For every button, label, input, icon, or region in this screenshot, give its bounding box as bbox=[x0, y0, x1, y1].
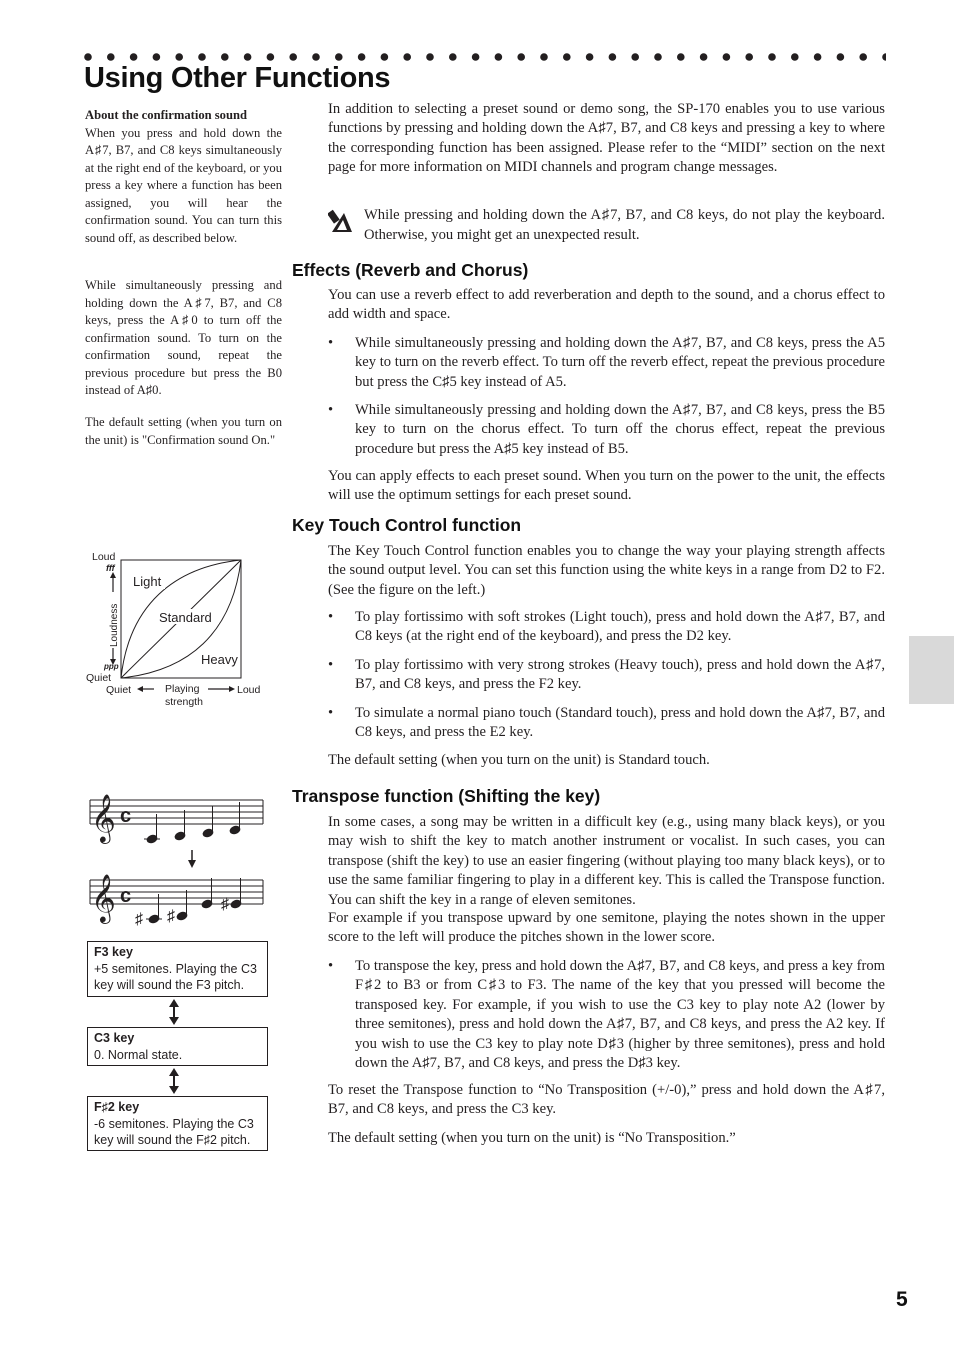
effects-bullet-chorus-text: While simultaneously pressing and holding down the A♯7, B7, and C8 keys, press the B5 key to turn on the chorus effect. To turn off the chorus effect, repeat the previous procedure but press the A♯5 key instead of B5. bbox=[355, 402, 885, 457]
rule-dot bbox=[791, 53, 799, 61]
label-fff: fff bbox=[106, 563, 115, 573]
rule-dot bbox=[153, 53, 161, 61]
rule-dot bbox=[745, 53, 753, 61]
box-c3-title: C3 key bbox=[94, 1031, 135, 1045]
label-standard: Standard bbox=[159, 610, 212, 625]
transpose-score-figure bbox=[88, 788, 268, 933]
label-quiet-x: Quiet bbox=[106, 684, 132, 696]
common-time-lower-icon: c bbox=[120, 885, 132, 907]
transpose-reset: To reset the Transpose function to “No Transposition (+/-0),” press and hold down the A♯7, B7, and C8 keys, and press the C3 key. bbox=[328, 1082, 885, 1118]
box-c3-key bbox=[87, 1027, 268, 1066]
rule-dot bbox=[175, 53, 183, 61]
rule-dot bbox=[723, 53, 731, 61]
transpose-heading: Transpose function (Shifting the key) bbox=[292, 786, 601, 806]
box-f3-key bbox=[87, 941, 268, 997]
confirm-paragraph-2: While simultaneously pressing and holding down the A♯7, B7, and C8 keys, press the A♯0 to turn off the confirmation sound. To turn on the confirmation sound, repeat the previous procedure but press the B0 instead of A♯0. bbox=[85, 278, 282, 397]
warning-icon bbox=[328, 208, 354, 234]
rule-dot bbox=[289, 53, 297, 61]
label-quiet-y: Quiet bbox=[86, 672, 112, 684]
rule-dot bbox=[449, 53, 457, 61]
double-arrow-icon bbox=[167, 1068, 181, 1094]
rule-dot bbox=[381, 53, 389, 61]
rule-dot bbox=[540, 53, 548, 61]
keytouch-intro: The Key Touch Control function enables you to change the way your playing strength affects the sound output level. You can set this function using the white keys in a range from D2 to F2. (See the figure on the left.) bbox=[328, 543, 885, 598]
label-strength: strength bbox=[165, 696, 203, 708]
keytouch-bullet-standard-text: To simulate a normal piano touch (Standard touch), press and hold down the A♯7, B7, and C8 keys, and press the E2 key. bbox=[355, 705, 885, 741]
transpose-bullet: • To transpose the key, press and hold down the A♯7, B7, and C8 keys, and press a key from F♯2 to B3 or from C♯3 to F3. The name of the key that you pressed will become the transposed key. For example, if you wish to use the C3 key to play note A2 (lower by three semitones), press and hold down the A♯7, B7, and C8 keys, and press the A2 key. If you wish to use the C3 key to play note D♯3 (higher by three semitones), press and hold down the A♯7, B7, and C8 keys, and press the D♯3 key. bbox=[328, 957, 885, 1073]
down-arrow-head bbox=[188, 860, 196, 868]
rule-dot bbox=[198, 53, 206, 61]
rule-dot bbox=[700, 53, 708, 61]
warning-text: While pressing and holding down the A♯7, B7, and C8 keys, do not play the keyboard. Otherwise, you might get an unexpected result. bbox=[364, 207, 885, 243]
box-fs2-key bbox=[87, 1096, 268, 1151]
rule-dot bbox=[403, 53, 411, 61]
touch-curve-figure bbox=[84, 545, 274, 715]
rule-dot bbox=[677, 53, 685, 61]
keytouch-bullet-standard: • To simulate a normal piano touch (Standard touch), press and hold down the A♯7, B7, and C8 keys, and press the E2 key. bbox=[328, 704, 885, 743]
rule-dot bbox=[426, 53, 434, 61]
page-number: 5 bbox=[896, 1288, 908, 1311]
label-loud-y: Loud bbox=[92, 551, 116, 563]
transpose-default: The default setting (when you turn on the unit) is “No Transposition.” bbox=[328, 1130, 736, 1146]
transpose-intro: In some cases, a song may be written in a difficult key (e.g., using many black keys), or you may wish to shift the key to match another instrument or vocalist. In such cases, you can transpose (shift the key) to use an easier fingering (without playing too many black keys), or to use the same familiar fingering to play in a different key. This is called the Transpose function. You can shift the key in a range of eleven semitones. bbox=[328, 814, 885, 908]
svg-text:♯: ♯ bbox=[135, 911, 143, 928]
rule-dot bbox=[517, 53, 525, 61]
double-arrow-icon bbox=[167, 999, 181, 1025]
keytouch-bullet-light: • To play fortissimo with soft strokes (Light touch), press and hold down the A♯7, B7, and C8 keys (at the right end of the keyboard), and press the D2 key. bbox=[328, 608, 885, 647]
rule-dot bbox=[814, 53, 822, 61]
transpose-bullet-text: To transpose the key, press and hold down the A♯7, B7, and C8 keys, and press a key from F♯2 to B3 or from C♯3 to F3. The name of the key that you pressed will become the transposed key. For example, if you wish to use the C3 key to play note A2 (lower by three semitones), press and hold down the A♯7, B7, and C8 keys, and press the A2 key. If you wish to use the C3 key to play note D♯3 (higher by three semitones), press and hold down the A♯7, B7, and C8 keys, and press the D♯3 key. bbox=[355, 958, 885, 1072]
x-arrow-left-head bbox=[137, 686, 143, 692]
rule-dot bbox=[495, 53, 503, 61]
rule-dot bbox=[654, 53, 662, 61]
confirm-heading: About the confirmation sound bbox=[85, 108, 247, 122]
rule-dot bbox=[609, 53, 617, 61]
rule-dot bbox=[267, 53, 275, 61]
confirm-sidebar bbox=[85, 107, 282, 247]
rule-dot bbox=[882, 53, 886, 61]
label-loudness: Loudness bbox=[109, 603, 120, 647]
rule-dot bbox=[221, 53, 229, 61]
keytouch-heading: Key Touch Control function bbox=[292, 515, 522, 535]
page-title: Using Other Functions bbox=[84, 62, 391, 94]
transpose-example: For example if you transpose upward by one semitone, playing the notes shown in the upper score to the left will produce the pitches shown in the lower score. bbox=[328, 910, 885, 946]
keytouch-bullet-light-text: To play fortissimo with soft strokes (Light touch), press and hold down the A♯7, B7, and C8 keys (at the right end of the keyboard), and press the D2 key. bbox=[355, 609, 885, 645]
upper-staff bbox=[90, 800, 263, 824]
common-time-upper-icon: c bbox=[120, 805, 132, 827]
effects-note: You can apply effects to each preset sound. When you turn on the power to the unit, the effects will use the optimum settings for each preset sound. bbox=[328, 468, 885, 504]
effects-bullet-chorus: • While simultaneously pressing and holding down the A♯7, B7, and C8 keys, press the B5 key to turn on the chorus effect. To turn off the chorus effect, repeat the previous procedure but press the A♯5 key instead of B5. bbox=[328, 401, 885, 459]
rule-dot bbox=[335, 53, 343, 61]
confirm-paragraph-1: When you press and hold down the A♯7, B7, and C8 keys simultaneously at the right end of the keyboard, or you press a key where a function has been assigned, you will hear the confirmation sound. You can turn this sound off, as described below. bbox=[85, 125, 282, 245]
rule-dot bbox=[244, 53, 252, 61]
label-heavy: Heavy bbox=[201, 652, 238, 667]
label-playing: Playing bbox=[165, 683, 200, 695]
box-fs2-text: -6 semitones. Playing the C3 key will sound the F♯2 pitch. bbox=[94, 1116, 254, 1147]
rule-dot bbox=[130, 53, 138, 61]
rule-dot bbox=[768, 53, 776, 61]
chapter-tab bbox=[909, 636, 954, 704]
dotted-rule bbox=[84, 52, 886, 62]
keytouch-default: The default setting (when you turn on the unit) is Standard touch. bbox=[328, 752, 710, 768]
intro-paragraph: In addition to selecting a preset sound or demo song, the SP-170 enables you to use various functions by pressing and holding down the A♯7, B7, and C8 keys and pressing a key to where the corresponding function has been assigned. Please refer to the “MIDI” section on the next page for more information on MIDI channels and program change messages. bbox=[328, 101, 885, 176]
rule-dot bbox=[312, 53, 320, 61]
rule-dot bbox=[586, 53, 594, 61]
effects-intro: You can use a reverb effect to add reverberation and depth to the sound, and a chorus effect to add width and space. bbox=[328, 287, 885, 323]
treble-clef-lower-icon: 𝄞 bbox=[91, 874, 116, 921]
label-light: Light bbox=[133, 574, 162, 589]
upper-notes bbox=[144, 802, 241, 844]
box-f3-title: F3 key bbox=[94, 945, 133, 959]
label-ppp: ppp bbox=[104, 662, 119, 671]
effects-bullet-reverb-text: While simultaneously pressing and holding down the A♯7, B7, and C8 keys, press the A5 key to turn on the reverb effect. To turn off the reverb effect, repeat the previous procedure but press the C♯5 key instead of A5. bbox=[355, 335, 885, 390]
keytouch-bullet-heavy: • To play fortissimo with very strong strokes (Heavy touch), press and hold down the A♯7, B7, and C8 keys, and press the F2 key. bbox=[328, 656, 885, 695]
effects-heading: Effects (Reverb and Chorus) bbox=[292, 260, 529, 280]
confirm-paragraph-3: The default setting (when you turn on the unit) is "Confirmation sound On." bbox=[85, 415, 282, 447]
box-f3-text: +5 semitones. Playing the C3 key will sound the F3 pitch. bbox=[94, 961, 257, 992]
rule-dot bbox=[631, 53, 639, 61]
treble-clef-upper-icon: 𝄞 bbox=[91, 794, 116, 841]
rule-dot bbox=[837, 53, 845, 61]
svg-text:♯: ♯ bbox=[221, 896, 229, 913]
x-arrow-right-head bbox=[229, 686, 235, 692]
keytouch-bullet-heavy-text: To play fortissimo with very strong strokes (Heavy touch), press and hold down the A♯7, B7, and C8 keys, and press the F2 key. bbox=[355, 657, 885, 693]
rule-dot bbox=[859, 53, 867, 61]
rule-dot bbox=[358, 53, 366, 61]
rule-dot bbox=[472, 53, 480, 61]
rule-dot bbox=[107, 53, 115, 61]
effects-bullet-reverb: • While simultaneously pressing and holding down the A♯7, B7, and C8 keys, press the A5 key to turn on the reverb effect. To turn off the reverb effect, repeat the previous procedure but press the C♯5 key instead of A5. bbox=[328, 334, 885, 392]
box-c3-text: 0. Normal state. bbox=[94, 1047, 183, 1062]
box-fs2-title: F♯2 key bbox=[94, 1100, 140, 1114]
rule-dot bbox=[84, 53, 92, 61]
rule-dot bbox=[563, 53, 571, 61]
label-loud-x: Loud bbox=[237, 684, 261, 696]
svg-text:♯: ♯ bbox=[167, 908, 175, 925]
